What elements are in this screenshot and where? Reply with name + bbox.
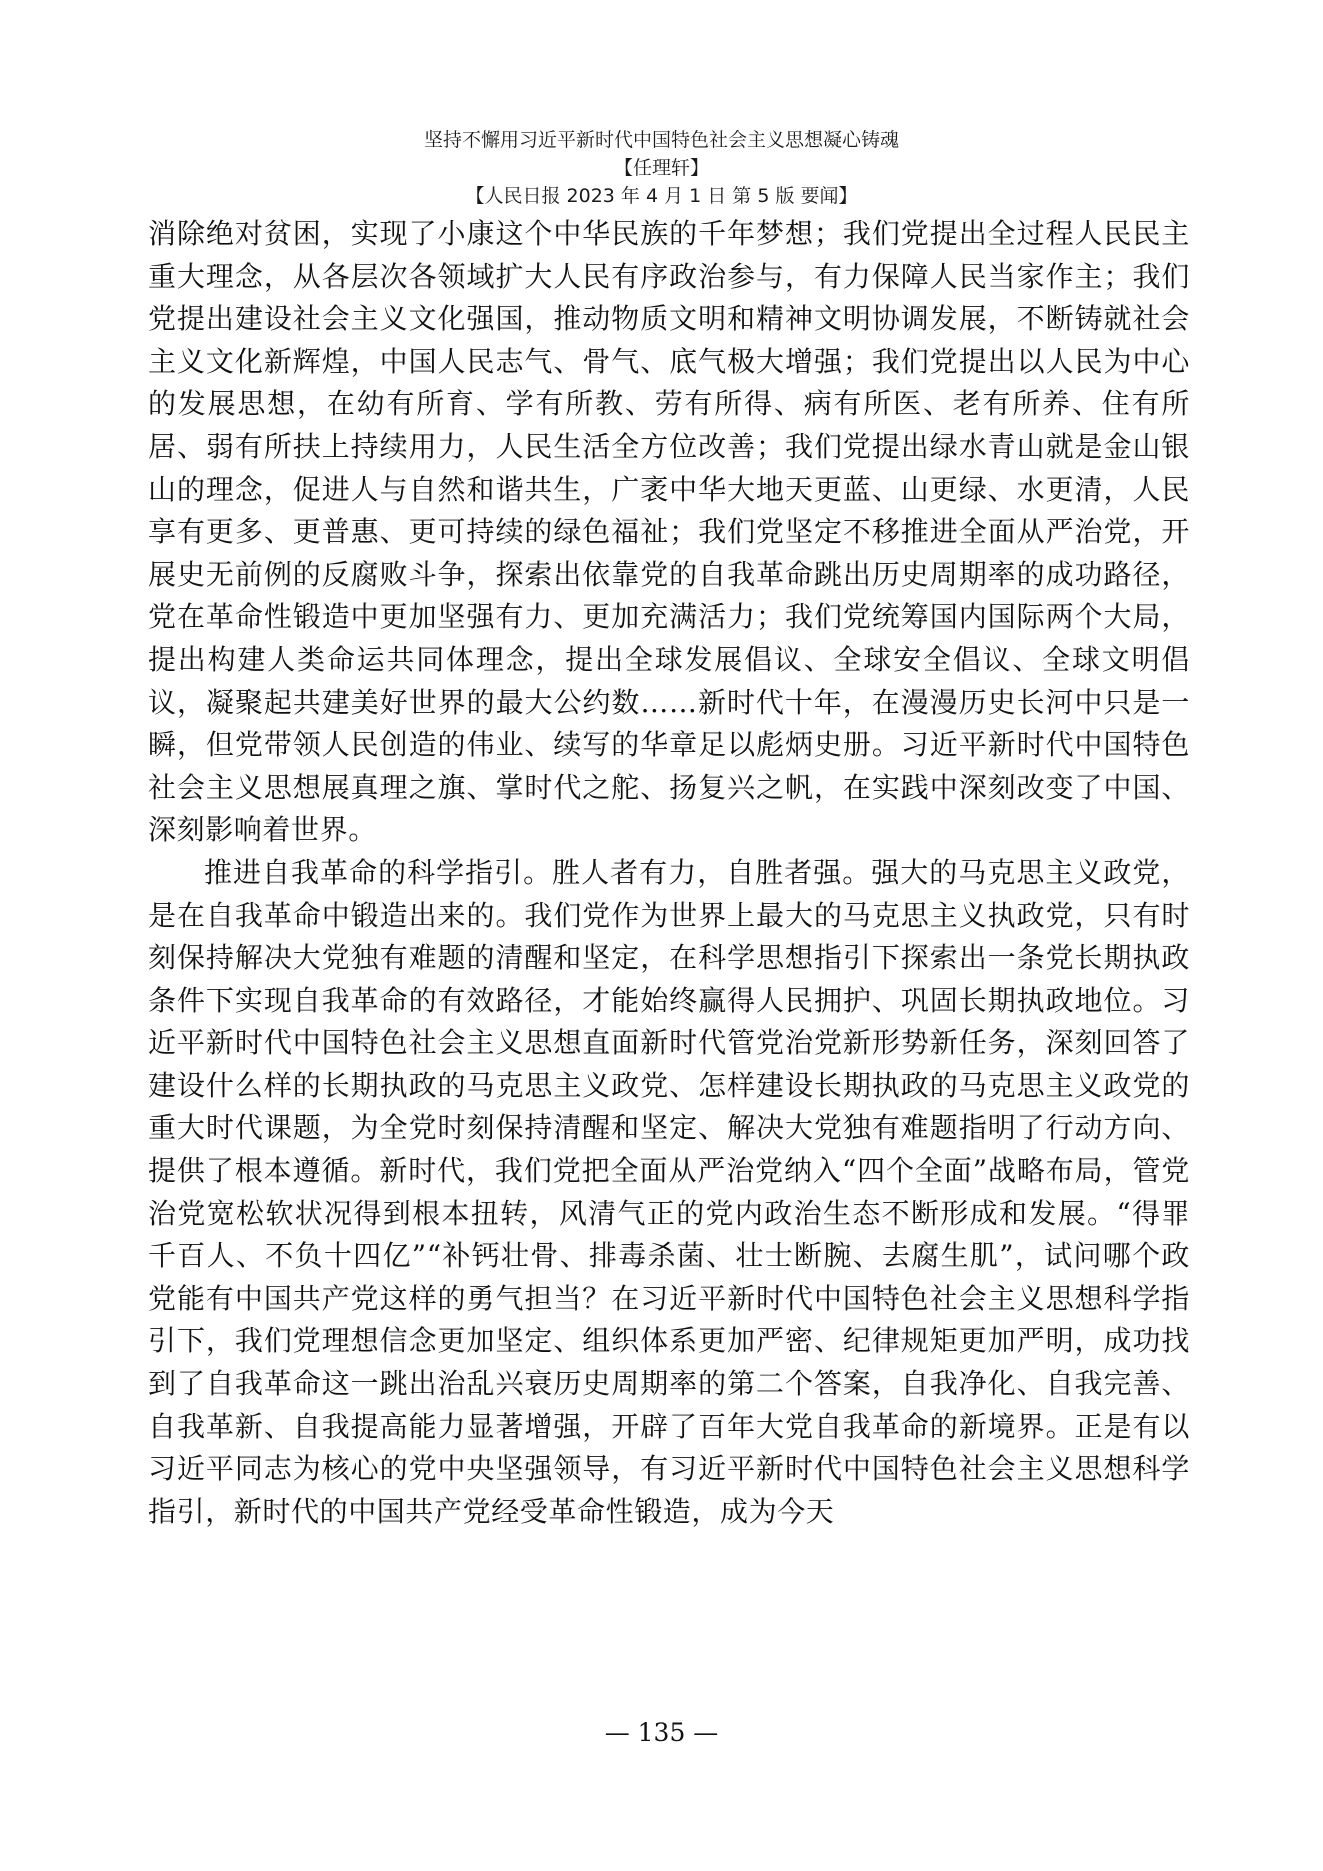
page-number: — 135 — — [604, 1718, 719, 1747]
article-title: 坚持不懈用习近平新时代中国特色社会主义思想凝心铸魂 — [423, 129, 899, 151]
article-author: 【任理轩】 — [613, 157, 709, 179]
body-paragraph: 推进自我革命的科学指引。胜人者有力，自胜者强。强大的马克思主义政党，是在自我革命中锻造出来的。我们党作为世界上最大的马克思主义执政党，只有时刻保持解决大党独有难题的清醒和坚定，在科学思想指引下探索出一条党长期执政条件下实现自我革命的有效路径，才能始终赢得人民拥护、巩固长期执政地位。习近平新时代中国特色社会主义思想直面新时代管党治党新形势新任务，深刻回答了建设什么样的长期执政的马克思主义政党、怎样建设长期执政的马克思主义政党的重大时代课题，为全党时刻保持清醒和坚定、解决大党独有难题指明了行动方向、提供了根本遵循。新时代，我们党把全面从严治党纳入“四个全面”战略布局，管党治党宽松软状况得到根本扭转，风清气正的党内政治生态不断形成和发展。“得罪千百人、不负十四亿”“补钙壮骨、排毒杀菌、壮士断腕、去腐生肌”，试问哪个政党能有中国共产党这样的勇气担当？在习近平新时代中国特色社会主义思想科学指引下，我们党理想信念更加坚定、组织体系更加严密、纪律规矩更加严明，成功找到了自我革命这一跳出治乱兴衰历史周期率的第二个答案，自我净化、自我完善、自我革新、自我提高能力显著增强，开辟了百年大党自我革命的新境界。正是有以习近平同志为核心的党中央坚强领导，有习近平新时代中国特色社会主义思想科学指引，新时代的中国共产党经受革命性锻造，成为今天 — [148, 855, 1190, 1528]
body-paragraph: 消除绝对贫困，实现了小康这个中华民族的千年梦想；我们党提出全过程人民民主重大理念，从各层次各领域扩大人民有序政治参与，有力保障人民当家作主；我们党提出建设社会主义文化强国，推动物质文明和精神文明协调发展，不断铸就社会主义文化新辉煌，中国人民志气、骨气、底气极大增强；我们党提出以人民为中心的发展思想，在幼有所育、学有所教、劳有所得、病有所医、老有所养、住有所居、弱有所扶上持续用力，人民生活全方位改善；我们党提出绿水青山就是金山银山的理念，促进人与自然和谐共生，广袤中华大地天更蓝、山更绿、水更清，人民享有更多、更普惠、更可持续的绿色福祉；我们党坚定不移推进全面从严治党，开展史无前例的反腐败斗争，探索出依靠党的自我革命跳出历史周期率的成功路径，党在革命性锻造中更加坚强有力、更加充满活力；我们党统筹国内国际两个大局，提出构建人类命运共同体理念，提出全球发展倡议、全球安全倡议、全球文明倡议，凝聚起共建美好世界的最大公约数……新时代十年，在漫漫历史长河中只是一瞬，但党带领人民创造的伟业、续写的华章足以彪炳史册。习近平新时代中国特色社会主义思想展真理之旗、掌时代之舵、扬复兴之帆，在实践中深刻改变了中国、深刻影响着世界。 — [148, 217, 1190, 847]
article-source: 【人民日报 2023 年 4 月 1 日 第 5 版 要闻】 — [465, 185, 858, 207]
article-body — [148, 213, 1190, 1533]
page-header — [0, 126, 1323, 210]
